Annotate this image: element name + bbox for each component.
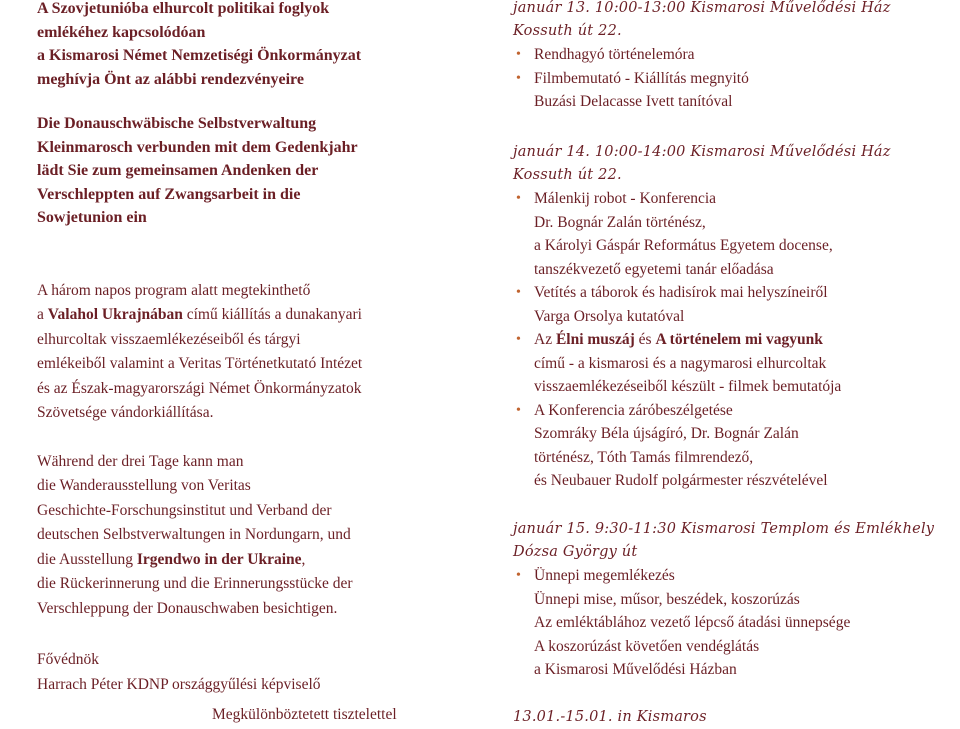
text-run: , (301, 550, 306, 568)
bullet-icon: • (516, 285, 521, 300)
program-item (513, 281, 953, 328)
program-item-text: Vetítés a táborok és hadisírok mai helyszíneiről (534, 284, 828, 301)
paragraph-line: Geschichte-Forschungsinstitut und Verband der (37, 501, 332, 519)
program-item-text: Filmbemutató - Kiállítás megnyitó (534, 69, 749, 87)
program-item-text: történész, Tóth Tamás filmrendező, (534, 448, 754, 466)
event-program-list (513, 564, 953, 682)
event-day-3 (513, 518, 953, 682)
exhibition-title-hu: Valahol Ukrajnában (47, 306, 183, 323)
program-item-text: Dr. Bognár Zalán történész, (534, 213, 706, 231)
patron-label: Fővédnök (37, 651, 99, 668)
program-item (513, 564, 953, 682)
program-item-text: Az emléktáblához vezető lépcső átadási ünnepsége (534, 614, 851, 631)
event-date-line: január 14. 10:00-14:00 Kismarosi Művelődési Ház (513, 144, 891, 160)
paragraph-line: die Rückerinnerung und die Erinnerungsstücke der (37, 575, 353, 592)
program-item-text: Málenkij robot - Konferencia (534, 190, 717, 207)
program-item-text: Szomráky Béla újságíró, Dr. Bognár Zalán (534, 425, 799, 442)
program-item (513, 328, 953, 399)
event-date-line: 13.01.-15.01. in Kismaros (513, 709, 707, 725)
title-line: Die Donauschwäbische Selbstverwaltung (37, 115, 317, 132)
text-run: die Ausstellung (37, 550, 137, 568)
bottom-date-range (513, 706, 953, 729)
left-column (37, 0, 457, 697)
event-address-line: Kossuth út 22. (513, 167, 622, 183)
bullet-icon: • (516, 332, 521, 347)
event-day-2 (513, 141, 953, 493)
program-item-text: a Károlyi Gáspár Református Egyetem docense, (534, 237, 833, 254)
film-title: A történelem mi vagyunk (655, 331, 823, 348)
german-invitation-title (37, 112, 457, 230)
paragraph-line: és az Észak-magyarországi Német Önkormányzatok (37, 379, 362, 397)
title-line: Sowjetunion ein (37, 209, 147, 226)
title-line: Verschleppten auf Zwangsarbeit in die (37, 185, 301, 203)
program-item-text: című - a kismarosi és a nagymarosi elhurcoltak (534, 354, 827, 372)
bullet-icon: • (516, 402, 521, 418)
program-item-text: és Neubauer Rudolf polgármester részvételével (534, 472, 828, 489)
program-item-text (534, 328, 953, 352)
program-item-text: Ünnepi megemlékezés (534, 567, 675, 584)
paragraph-line: Verschleppung der Donauschwaben besichtigen. (37, 599, 338, 617)
event-address-line: Kossuth út 22. (513, 23, 622, 39)
program-item-text: Varga Orsolya kutatóval (534, 307, 685, 325)
film-title: Élni muszáj (555, 331, 635, 348)
text-run: a (37, 306, 48, 323)
paragraph-line (37, 303, 457, 328)
paragraph-line (37, 548, 457, 573)
event-address-line: Dózsa György út (513, 544, 638, 560)
event-day-1 (513, 0, 953, 114)
paragraph-line: die Wanderausstellung von Veritas (37, 477, 251, 494)
title-line: a Kismarosi Német Nemzetiségi Önkormányzat (37, 47, 362, 64)
event-date-line: január 13. 10:00-13:00 Kismarosi Művelődési Ház (513, 0, 891, 16)
program-item-text: visszaemlékezéseiből készült - filmek bemutatója (534, 378, 842, 395)
program-item-text: Rendhagyó történelemóra (534, 46, 695, 63)
paragraph-line: A három napos program alatt megtekinthető (37, 281, 311, 299)
program-item-text: a Kismarosi Művelődési Házban (534, 661, 737, 678)
title-line: A Szovjetunióba elhurcolt politikai foglyok (37, 0, 330, 17)
paragraph-line: Szövetsége vándorkiállítása. (37, 404, 214, 421)
program-item (513, 187, 953, 281)
closing-regards: Megkülönböztetett tisztelettel (212, 706, 397, 723)
text-run: és (634, 331, 656, 348)
program-item-text: Buzási Delacasse Ivett tanítóval (534, 93, 733, 110)
program-item-text: A koszorúzást követően vendéglátás (534, 637, 760, 655)
bullet-icon: • (516, 568, 521, 583)
paragraph-line: elhurcoltak visszaemlékezéseiből és tárgyi (37, 330, 301, 348)
program-item (513, 43, 953, 67)
title-line: emlékéhez kapcsolódóan (37, 23, 206, 41)
hungarian-exhibition-paragraph (37, 279, 457, 426)
event-program-list (513, 187, 953, 493)
paragraph-line: deutschen Selbstverwaltungen in Nordungarn, und (37, 526, 351, 543)
exhibition-title-de: Irgendwo in der Ukraine (136, 550, 302, 568)
text-run: című kiállítás a dunakanyari (182, 306, 362, 323)
bullet-icon: • (516, 70, 521, 86)
bullet-icon: • (516, 191, 521, 206)
paragraph-line: Während der drei Tage kann man (37, 452, 244, 470)
bullet-icon: • (516, 47, 521, 62)
event-date-line: január 15. 9:30-11:30 Kismarosi Templom és Emlékhely (513, 521, 935, 537)
hungarian-invitation-title (37, 0, 457, 91)
german-exhibition-paragraph (37, 450, 457, 622)
text-run: Az (534, 331, 556, 348)
program-item-text: tanszékvezető egyetemi tanár előadása (534, 260, 774, 278)
program-item-text: A Konferencia záróbeszélgetése (534, 401, 733, 419)
patron-block (37, 648, 457, 697)
title-line: Kleinmarosch verbunden mit dem Gedenkjahr (37, 138, 358, 156)
paragraph-line: emlékeiből valamint a Veritas Történetkutató Intézet (37, 355, 363, 372)
program-item-text: Ünnepi mise, műsor, beszédek, koszorúzás (534, 590, 800, 608)
title-line: lädt Sie zum gemeinsamen Andenken der (37, 162, 319, 179)
program-item (513, 67, 953, 114)
title-line: meghívja Önt az alábbi rendezvényeire (37, 70, 304, 88)
event-program-list (513, 43, 953, 114)
program-item (513, 399, 953, 493)
patron-name: Harrach Péter KDNP országgyűlési képviselő (37, 675, 321, 693)
